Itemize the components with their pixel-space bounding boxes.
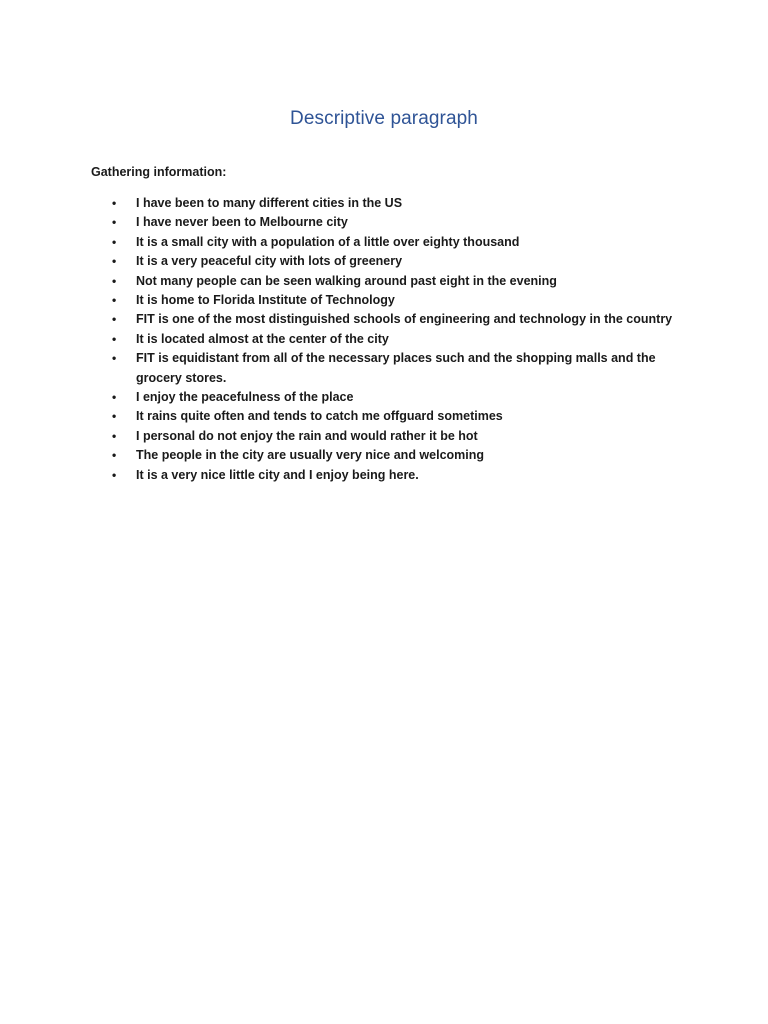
bullet-icon: • xyxy=(112,448,117,463)
list-item xyxy=(112,310,682,329)
list-item xyxy=(112,213,682,232)
list-item xyxy=(112,272,682,291)
list-item-text: It is home to Florida Institute of Technology xyxy=(136,293,395,308)
list-item xyxy=(112,233,682,252)
list-item-text: The people in the city are usually very nice and welcoming xyxy=(136,448,485,463)
list-item-text: It rains quite often and tends to catch me offguard sometimes xyxy=(136,409,503,424)
section-heading: Gathering information: xyxy=(91,165,227,179)
list-item xyxy=(112,330,682,349)
list-item xyxy=(112,194,682,213)
document-title: Descriptive paragraph xyxy=(290,108,478,129)
bullet-icon: • xyxy=(112,312,117,327)
bullet-icon: • xyxy=(112,196,117,210)
bullet-icon: • xyxy=(112,254,117,269)
bullet-icon: • xyxy=(112,390,117,405)
list-item-text: It is located almost at the center of the city xyxy=(136,331,389,346)
bullet-icon: • xyxy=(112,467,117,482)
list-item xyxy=(112,407,682,426)
bullet-icon: • xyxy=(112,215,117,230)
list-item-text: It is a very nice little city and I enjoy being here. xyxy=(136,467,419,482)
list-item-text: FIT is equidistant from all of the necessary places such and the shopping malls and the grocery stores. xyxy=(136,351,656,385)
list-item-text: FIT is one of the most distinguished schools of engineering and technology in the country xyxy=(136,312,673,327)
list-item xyxy=(112,427,682,446)
list-item-text: I have never been to Melbourne city xyxy=(136,215,348,230)
list-item xyxy=(112,252,682,271)
bullet-list xyxy=(112,194,682,485)
list-item xyxy=(112,446,682,465)
bullet-icon: • xyxy=(112,273,117,288)
list-item xyxy=(112,291,682,310)
list-item xyxy=(112,349,682,388)
bullet-icon: • xyxy=(112,234,117,249)
list-item xyxy=(112,388,682,407)
list-item-text: I personal do not enjoy the rain and would rather it be hot xyxy=(136,428,478,443)
bullet-icon: • xyxy=(112,331,117,346)
bullet-icon: • xyxy=(112,351,117,366)
bullet-icon: • xyxy=(112,428,117,443)
list-item-text: It is a very peaceful city with lots of greenery xyxy=(136,254,403,269)
list-item-text: It is a small city with a population of a little over eighty thousand xyxy=(136,234,520,249)
list-item-text: Not many people can be seen walking around past eight in the evening xyxy=(136,273,557,288)
list-item xyxy=(112,466,682,485)
bullet-icon: • xyxy=(112,293,117,308)
list-item-text: I enjoy the peacefulness of the place xyxy=(136,390,354,405)
bullet-icon: • xyxy=(112,409,117,424)
list-item-text: I have been to many different cities in the US xyxy=(136,196,403,210)
